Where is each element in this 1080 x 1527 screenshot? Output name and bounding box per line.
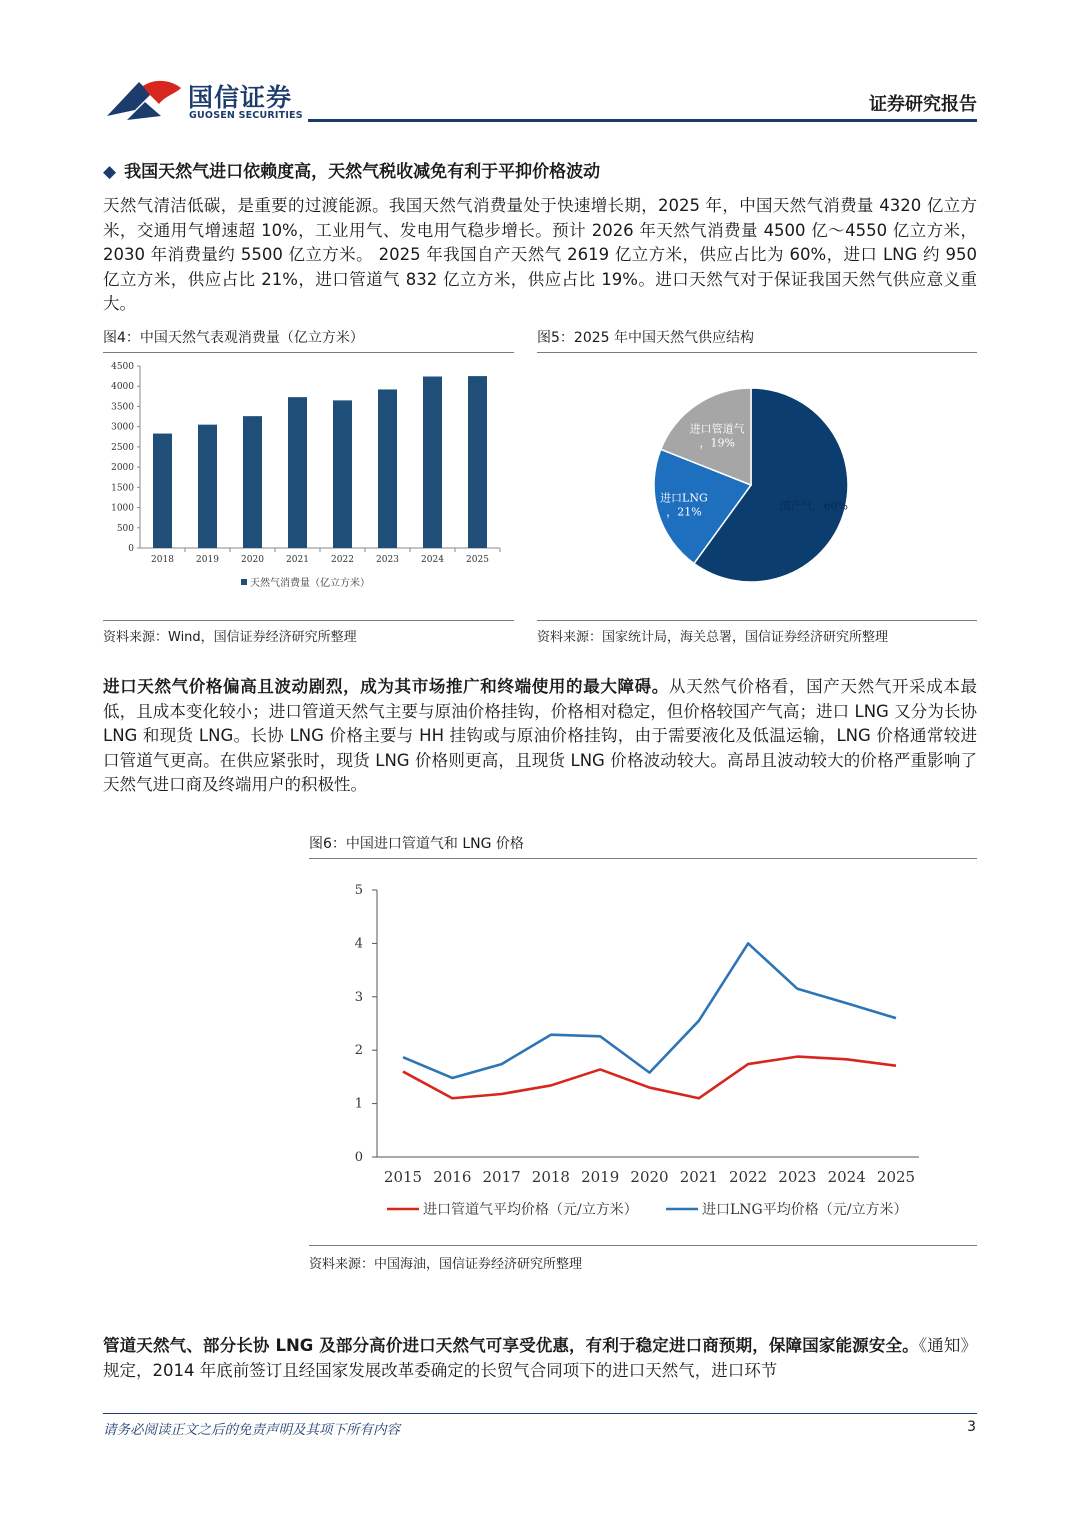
- fig6-y-tick-label: 5: [354, 883, 363, 898]
- paragraph-price-body: 从天然气价格看，国产天然气开采成本最低，且成本变化较小；进口管道天然气主要与原油价格挂钩，价格相对稳定，但价格较国产气高；进口 LNG 又分为长协 LNG 和现货 LNG。长协 LNG 价格主要与 HH 挂钩或与原油价格挂钩，由于需要液化及低温运输，LNG 价格通常较进口管道气更高。在供应紧张时，现货 LNG 价格则更高，且现货 LNG 价格波动较大。高昂且波动较大的价格严重影响了天然气进口商及终端用户的积极性。: [103, 677, 978, 795]
- fig6-source: 资料来源：中国海油，国信证券经济研究所整理: [309, 1257, 583, 1272]
- fig5-title: 图5：2025 年中国天然气供应结构: [537, 330, 754, 346]
- fig4-bar: [153, 434, 172, 548]
- fig6-title: 图6：中国进口管道气和 LNG 价格: [309, 836, 524, 852]
- paragraph-policy-body: 《通知》规定，2014 年底前签订且经国家发展改革委确定的长贸气合同项下的进口天然气，进口环节: [103, 1336, 977, 1380]
- fig5-slice-label: [660, 490, 708, 518]
- fig4-bar: [423, 377, 442, 548]
- header-divider: [308, 119, 977, 122]
- fig5-source: 资料来源：国家统计局，海关总署，国信证券经济研究所整理: [537, 630, 889, 645]
- fig4-source: 资料来源：Wind，国信证券经济研究所整理: [103, 630, 357, 645]
- fig5-slice-label-line: 进口管道气: [689, 422, 745, 436]
- fig6-x-tick-label: 2024: [827, 1168, 866, 1186]
- fig4-bar: [378, 389, 397, 548]
- fig5-slice-label: 国产气，60%: [779, 499, 848, 513]
- fig6-y-tick-label: 3: [354, 989, 363, 1005]
- fig4-bar: [198, 425, 217, 548]
- fig6-series-pipeline-line: [403, 1057, 896, 1099]
- fig4-bar: [333, 400, 352, 548]
- fig5-top-rule: [537, 352, 977, 353]
- fig4-bar: [468, 376, 487, 548]
- fig4-bar: [288, 397, 307, 548]
- fig6-bottom-rule: [309, 1245, 977, 1246]
- fig4-y-tick-label: 4500: [111, 362, 134, 372]
- fig5-slice-label-line: 进口LNG: [660, 491, 708, 505]
- fig6-x-tick-label: 2019: [581, 1168, 620, 1186]
- section-heading: [103, 157, 600, 182]
- fig5-slice-label-line: ，21%: [666, 505, 702, 519]
- logo-text-en: GUOSEN SECURITIES: [189, 110, 303, 121]
- fig4-legend-label: 天然气消费量（亿立方米）: [250, 578, 370, 589]
- fig6-x-tick-label: 2018: [531, 1168, 570, 1186]
- fig6-x-tick-label: 2016: [433, 1168, 472, 1186]
- page-number: 3: [967, 1419, 976, 1435]
- fig4-y-tick-label: 1500: [111, 483, 134, 494]
- section-heading-text: 我国天然气进口依赖度高，天然气税收减免有利于平抑价格波动: [124, 162, 601, 182]
- fig4-x-tick-label: 2022: [331, 555, 354, 565]
- fig4-x-tick-label: 2020: [241, 555, 264, 565]
- fig6-y-tick-label: 1: [354, 1096, 363, 1112]
- fig6-y-tick-label: 0: [354, 1150, 363, 1165]
- fig6-top-rule: [309, 858, 977, 859]
- diamond-bullet-icon: ◆: [103, 162, 117, 182]
- paragraph-price: [103, 675, 977, 798]
- fig5-slice-label-line: ，19%: [699, 436, 735, 450]
- footer-disclaimer: 请务必阅读正文之后的免责声明及其项下所有内容: [103, 1422, 400, 1438]
- logo-text-cn: 国信证券: [188, 83, 293, 112]
- fig4-y-tick-label: 500: [116, 523, 134, 534]
- fig6-x-tick-label: 2015: [383, 1168, 423, 1186]
- fig4-x-tick-label: 2024: [421, 555, 444, 565]
- fig4-legend-swatch: [241, 579, 247, 585]
- fig6-x-tick-label: 2021: [679, 1168, 718, 1186]
- fig4-y-tick-label: 2500: [111, 442, 134, 453]
- paragraph-intro: 天然气清洁低碳，是重要的过渡能源。我国天然气消费量处于快速增长期，2025 年，中国天然气消费量 4320 亿立方米，交通用气增速超 10%，工业用气、发电用气稳步增长。预计 2026 年天然气消费量 4500 亿～4550 亿立方米，2030 年消费量约 5500 亿立方米。 2025 年我国自产天然气 2619 亿立方米，供应占比为 60%，进口 LNG 约 950 亿立方米，供应占比 21%，进口管道气 832 亿立方米，供应占比 19%。进口天然气对于保证我国天然气供应意义重大。: [103, 196, 977, 314]
- fig4-y-tick-label: 0: [128, 544, 134, 554]
- fig4-y-tick-label: 1000: [111, 503, 134, 514]
- paragraph-policy-lead: 管道天然气、部分长协 LNG 及部分高价进口天然气可享受优惠，有利于稳定进口商预期，保障国家能源安全。: [103, 1336, 919, 1355]
- fig6-line-chart: [309, 862, 977, 1236]
- fig4-x-tick-label: 2018: [151, 555, 174, 565]
- report-type-label: 证券研究报告: [869, 94, 977, 115]
- fig4-title: 图4：中国天然气表观消费量（亿立方米）: [103, 330, 364, 346]
- fig5-bottom-rule: [537, 620, 977, 621]
- fig4-bar: [243, 416, 262, 548]
- fig4-y-tick-label: 2000: [111, 463, 134, 474]
- fig6-legend-label: 进口管道气平均价格（元/立方米）: [423, 1202, 638, 1218]
- paragraph-price-lead: 进口天然气价格偏高且波动剧烈，成为其市场推广和终端使用的最大障碍。: [103, 677, 669, 696]
- fig6-x-tick-label: 2017: [482, 1168, 521, 1186]
- guosen-logo-icon: [105, 76, 183, 124]
- fig4-bottom-rule: [103, 620, 514, 621]
- fig4-y-tick-label: 4000: [111, 382, 134, 393]
- fig4-x-tick-label: 2019: [196, 555, 219, 565]
- fig6-y-tick-label: 2: [354, 1043, 363, 1059]
- fig6-x-tick-label: 2020: [630, 1168, 669, 1186]
- fig6-x-tick-label: 2023: [778, 1168, 817, 1186]
- fig6-x-tick-label: 2025: [876, 1168, 916, 1186]
- fig4-top-rule: [103, 352, 514, 353]
- paragraph-policy: [103, 1334, 977, 1383]
- fig6-x-tick-label: 2022: [729, 1168, 768, 1186]
- footer-divider: [103, 1413, 977, 1414]
- fig4-y-tick-label: 3000: [111, 422, 134, 433]
- fig4-x-tick-label: 2025: [466, 555, 489, 565]
- fig4-bar-chart: [103, 356, 514, 600]
- fig4-y-tick-label: 3500: [111, 402, 134, 413]
- fig4-x-tick-label: 2023: [376, 555, 399, 565]
- fig4-x-tick-label: 2021: [286, 555, 309, 565]
- fig6-y-tick-label: 4: [354, 936, 363, 952]
- fig5-pie-chart: [537, 356, 977, 600]
- fig6-legend-label: 进口LNG平均价格（元/立方米）: [702, 1202, 908, 1218]
